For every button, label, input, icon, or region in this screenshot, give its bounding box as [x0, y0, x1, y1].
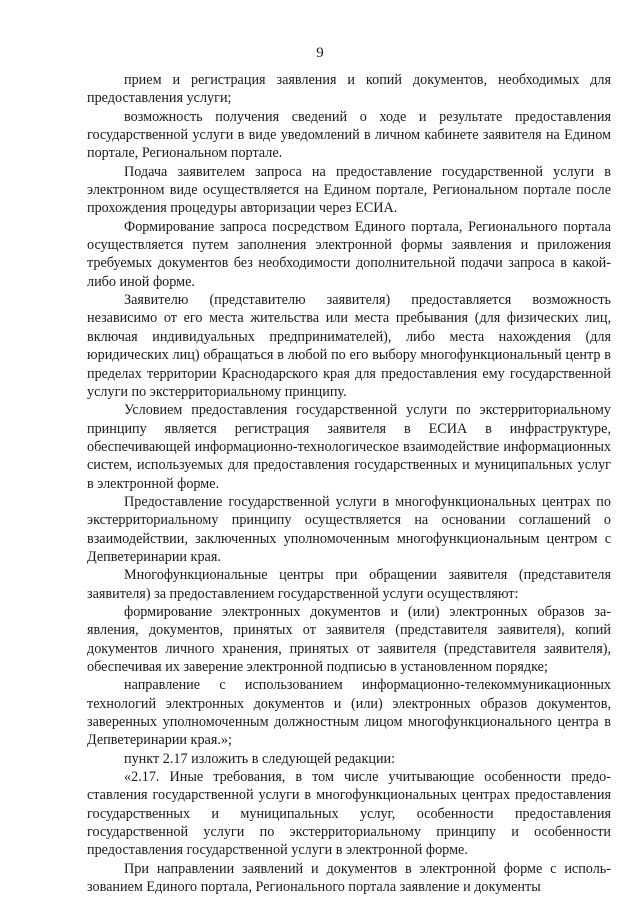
paragraph: Заявителю (представителю заявителя) предоставляется возможность независимо от его места жительства или места пребывания (для физических лиц, включая индивидуальных предпринимателей), либо места нахождения (для юридических лиц) обращаться в любой по его выбору многофункциональный центр в пределах территории Краснодарского края для предоставления ему государственной услуги по экстерриториальному принципу. — [87, 292, 611, 400]
paragraph: Многофункциональные центры при обращении заявителя (представителя заявителя) за предоставлением государственной услуги осуществляют: — [87, 567, 611, 602]
paragraph: направление с использованием информационно-телекоммуникационных технологий электронных документов и (или) электронных образов документов, заверенных уполномоченным должностным лицом многофункционального центра в Депветеринарии края.»; — [87, 677, 611, 749]
paragraph: Условием предоставления государственной услуги по экстерриториальному принципу является регистрация заявителя в ЕСИА в инфраструктуре, обеспечивающей информационно-технологическое взаимодействие информационных систем, используемых для предоставления государственных и муниципальных услуг в электронной форме. — [87, 402, 611, 492]
paragraph: прием и регистрация заявления и копий документов, необходимых для предоставления услуги; — [87, 72, 611, 107]
paragraph: возможность получения сведений о ходе и результате предоставления государственной услуги в виде уведомлений в личном кабинете заявителя на Едином портале, Региональном портале. — [87, 108, 611, 162]
paragraph: Формирование запроса посредством Единого портала, Регионального портала осуществляется путем заполнения электронной формы заявления и приложения требуемых документов без необходимости дополнительной подачи запроса в какой-либо иной форме. — [87, 218, 611, 290]
page-number: 9 — [316, 45, 324, 61]
paragraph: «2.17. Иные требования, в том числе учитывающие особенности предоставления государственной услуги в многофункциональных центрах предоставления государственных и муниципальных услуг, особенности предоставления государственной услуги по экстерриториальному принципу и особенности предоставления государственной услуги в электронной форме. — [87, 769, 611, 859]
document-body — [87, 71, 611, 896]
paragraph: Подача заявителем запроса на предоставление государственной услуги в электронном виде осуществляется на Едином портале, Региональном портале после прохождения процедуры авторизации через ЕСИА. — [87, 163, 611, 217]
paragraph: При направлении заявлений и документов в электронной форме с использованием Единого портала, Регионального портала заявление и документы — [87, 860, 611, 896]
paragraph: Предоставление государственной услуги в многофункциональных центрах по экстерриториальному принципу осуществляется на основании соглашений о взаимодействии, заключенных уполномоченным многофункциональным центром с Депветеринарии края. — [87, 493, 611, 565]
paragraph: пункт 2.17 изложить в следующей редакции: — [124, 750, 396, 767]
paragraph: формирование электронных документов и (или) электронных образов заявления, документов, принятых от заявителя (представителя заявителя), копий документов личного хранения, принятых от заявителя (представителя заявителя), обеспечивая их заверение электронной подписью в установленном порядке; — [87, 603, 611, 675]
